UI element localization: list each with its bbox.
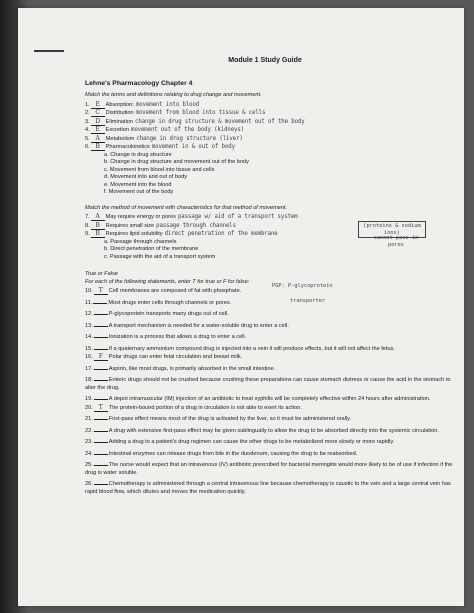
- item-text: Requires small size: [105, 222, 155, 229]
- item-number: 14.: [85, 334, 93, 340]
- match1-instruction: Match the terms and definitions relating to drug change and movement.: [85, 92, 262, 98]
- statement-text: Most drugs enter cells through channels or pores.: [108, 299, 232, 306]
- match2-option: b. Direct penetration of the membrane: [104, 246, 199, 252]
- answer-blank[interactable]: [94, 307, 108, 315]
- item-number: 2.: [85, 110, 90, 116]
- side-note-transporter: transporter: [290, 298, 326, 304]
- tf-item: [85, 435, 455, 447]
- answer-blank[interactable]: B: [91, 143, 105, 151]
- item-number: 4.: [85, 127, 90, 133]
- answer-blank[interactable]: [94, 477, 108, 485]
- true-false-heading: True or False: [85, 271, 118, 277]
- tf-item: [85, 353, 455, 362]
- side-note-pgp: PGP: P-glycoprotein: [272, 283, 333, 289]
- answer-blank[interactable]: F: [94, 353, 108, 361]
- tf-item: [85, 424, 455, 436]
- match1-option: c. Movement from blood into tissue and cells: [104, 166, 215, 173]
- answer-blank[interactable]: [94, 412, 108, 420]
- tf-item: [85, 342, 455, 354]
- answer-blank[interactable]: [94, 458, 108, 466]
- item-number: 22.: [85, 427, 93, 434]
- item-number: 23.: [85, 439, 93, 445]
- term-label: Distribution: [105, 110, 134, 116]
- tf-item: [85, 477, 455, 496]
- document-title: Module 1 Study Guide: [228, 57, 302, 64]
- statement-text: Intestinal enzymes can release drugs from bile in the duodenum, causing the drug to be reabsorbed.: [108, 450, 358, 457]
- match1-option: b. Change in drug structure and movement out of the body: [104, 159, 249, 165]
- handwritten-note: movement in & out of body: [151, 144, 235, 150]
- answer-blank[interactable]: [94, 392, 108, 400]
- answer-blank[interactable]: A: [91, 213, 105, 221]
- match1-item: [85, 135, 455, 144]
- tf-item: [85, 447, 455, 459]
- match1-list: [85, 101, 455, 152]
- answer-blank[interactable]: A: [91, 135, 105, 143]
- item-number: 7.: [85, 214, 90, 220]
- match1-item: [85, 118, 455, 127]
- handwritten-note: change in drug structure & movement out of the body: [135, 118, 305, 125]
- statement-text: A depot intramuscular (IM) injection of an antibiotic to treat syphilis will be completely effective within 24 hours after administration.: [108, 396, 431, 402]
- item-number: 3.: [85, 118, 90, 125]
- handwritten-note: passage w/ aid of a transport system: [177, 214, 298, 220]
- tf-item: [85, 362, 455, 374]
- tf-item: [85, 412, 455, 424]
- answer-blank[interactable]: E: [91, 101, 105, 109]
- term-label: Pharmacokinetics: [105, 144, 150, 150]
- match2-option: a. Passage through channels: [104, 238, 177, 245]
- statement-text: Aspirin, like most drugs, is primarily absorbed in the small intestine.: [108, 365, 276, 372]
- tf-item: [85, 392, 455, 404]
- item-text: Requires lipid solubility: [105, 231, 163, 237]
- term-label: Metabolism: [105, 135, 135, 142]
- answer-blank[interactable]: [94, 447, 108, 455]
- answer-blank[interactable]: [93, 296, 107, 304]
- statement-text: Ionization is a process that allows a drug to enter a cell.: [108, 334, 247, 340]
- tf-item: [85, 307, 455, 319]
- item-number: 5.: [85, 135, 90, 142]
- item-number: 18.: [85, 377, 93, 383]
- tf-item: [85, 330, 455, 342]
- statement-text: Chemotherapy is administered through a central intravenous line because chemotherapy is caustic to the vein and a large central vein has rapid blood flow, which dilutes and moves the medication quickly.: [85, 481, 451, 495]
- answer-blank[interactable]: [94, 435, 108, 443]
- match1-item: [85, 109, 455, 118]
- statement-text: The protein-bound portion of a drug in circulation is not able to exert its action.: [108, 404, 302, 411]
- answer-blank[interactable]: E: [91, 126, 105, 134]
- item-number: 1.: [85, 101, 90, 108]
- handwritten-note: movement into blood: [135, 101, 200, 108]
- side-note-proteins-box: (proteins & sodium ions): [358, 221, 426, 238]
- item-number: 8.: [85, 222, 90, 229]
- answer-blank[interactable]: C: [91, 109, 105, 117]
- term-label: Absorption:: [105, 101, 134, 108]
- match1-option: a. Change in drug structure: [104, 151, 172, 158]
- term-label: Elimination: [105, 118, 134, 125]
- true-false-list: [85, 287, 455, 496]
- statement-text: Polar drugs can enter fetal circulation and breast milk.: [108, 354, 243, 360]
- true-false-instruction: For each of the following statements, enter T for true or F for false:: [85, 278, 250, 285]
- answer-blank[interactable]: [94, 330, 108, 338]
- item-number: 16.: [85, 354, 93, 360]
- answer-blank[interactable]: [94, 319, 108, 327]
- match1-item: [85, 143, 455, 152]
- statement-text: A drug with extensive first-pass effect may be given sublingually to allow the drug to be absorbed directly into the systemic circulation.: [108, 427, 439, 434]
- item-number: 12.: [85, 311, 93, 317]
- match1-option: e. Movement into the blood: [104, 181, 172, 188]
- answer-blank[interactable]: [94, 373, 108, 381]
- tf-item: [85, 287, 455, 296]
- tf-item: [85, 458, 455, 477]
- tf-item: [85, 373, 455, 392]
- item-number: 15.: [85, 345, 93, 352]
- match1-item: [85, 126, 455, 135]
- handwritten-note: change in drug structure (liver): [136, 135, 243, 142]
- statement-text: A transport mechanism is needed for a water-soluble drug to enter a cell.: [108, 322, 289, 329]
- item-number: 10.: [85, 288, 93, 294]
- match2-instruction: Match the method of movement with characteristics for that method of movement.: [85, 204, 288, 211]
- item-number: 13.: [85, 322, 93, 329]
- handwritten-note: movement out of the body (kidneys): [131, 127, 245, 133]
- statement-text: First-pass effect means most of the drug is activated by the liver, so it must be administered orally.: [108, 416, 352, 422]
- study-guide-content: [85, 56, 455, 496]
- match2-option: c. Passage with the aid of a transport system: [104, 253, 216, 260]
- item-number: 6.: [85, 144, 90, 150]
- page-margin-mark: [34, 50, 64, 52]
- answer-blank[interactable]: T: [94, 287, 108, 295]
- item-number: 24.: [85, 450, 93, 457]
- tf-item: [85, 296, 455, 308]
- answer-blank[interactable]: [94, 342, 108, 350]
- tf-item: [85, 404, 455, 413]
- match1-options: [85, 152, 455, 197]
- statement-text: Cell membranes are composed of fat with phosphate.: [108, 288, 242, 294]
- answer-blank[interactable]: D: [91, 118, 105, 126]
- item-number: 21.: [85, 416, 93, 422]
- item-number: 11.: [85, 299, 93, 306]
- match1-option: f. Movement out of the body: [104, 189, 174, 195]
- answer-blank[interactable]: B: [91, 230, 105, 238]
- item-number: 9.: [85, 231, 90, 237]
- term-label: Excretion: [105, 127, 129, 133]
- statement-text: Adding a drug to a patient's drug regimen can cause the other drugs to be metabolized more slowly or more rapidly.: [108, 439, 395, 445]
- match1-option: d. Movement into and out of body: [104, 174, 188, 180]
- statement-text: If a quaternary ammonium compound drug is injected into a vein it will produce effects, but it will not affect the fetus.: [108, 345, 395, 352]
- statement-text: Enteric drugs should not be crushed because crushing these preparations can cause stomach distress or cause the acid in the stomach to alter the drug.: [85, 377, 451, 391]
- statement-text: The nurse would expect that an intravenous (IV) antibiotic prescribed for bacterial meningitis would more likely to be of use if infection if the drug is water soluble.: [85, 462, 453, 476]
- item-number: 17.: [85, 365, 93, 372]
- answer-blank[interactable]: [94, 424, 108, 432]
- answer-blank[interactable]: [94, 362, 108, 370]
- answer-blank[interactable]: T: [94, 404, 108, 412]
- item-number: 20.: [85, 404, 93, 411]
- item-number: 19.: [85, 396, 93, 402]
- statement-text: P-glycoprotein transports many drugs out of cell.: [108, 311, 229, 317]
- handwritten-note: movement from blood into tissue & cells: [135, 110, 266, 116]
- item-number: 26.: [85, 481, 93, 487]
- side-note-cannot-pass: cannot pass in pores: [373, 235, 419, 248]
- item-number: 25.: [85, 462, 93, 468]
- match1-item: [85, 101, 455, 110]
- handwritten-note: direct penetration of the membrane: [164, 231, 278, 237]
- answer-blank[interactable]: B: [91, 222, 105, 230]
- item-text: May require energy or pores: [105, 214, 176, 220]
- tf-item: [85, 319, 455, 331]
- handwritten-note: passage through channels: [156, 222, 236, 229]
- chapter-heading: Lehne's Pharmacology Chapter 4: [85, 80, 193, 87]
